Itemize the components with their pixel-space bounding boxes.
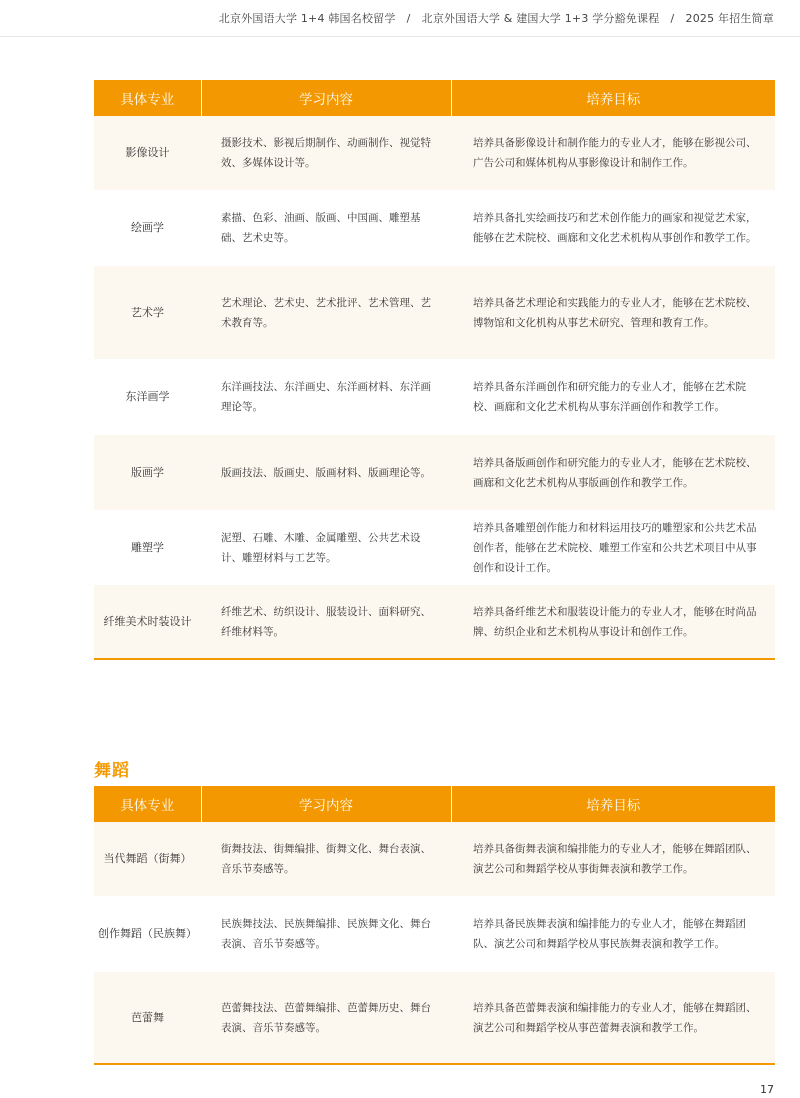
study-cell: 摄影技术、影视后期制作、动画制作、视觉特效、多媒体设计等。	[201, 116, 451, 190]
goal-cell: 培养具备芭蕾舞表演和编排能力的专业人才，能够在舞蹈团、演艺公司和舞蹈学校从事芭蕾舞表演和教学工作。	[451, 972, 775, 1064]
study-cell: 街舞技法、街舞编排、街舞文化、舞台表演、音乐节奏感等。	[201, 822, 451, 896]
table-row	[94, 896, 775, 972]
goal-cell: 培养具备影像设计和制作能力的专业人才，能够在影视公司、广告公司和媒体机构从事影像设计和制作工作。	[451, 116, 775, 190]
goal-cell: 培养具备民族舞表演和编排能力的专业人才，能够在舞蹈团队、演艺公司和舞蹈学校从事民族舞表演和教学工作。	[451, 896, 775, 972]
study-cell: 芭蕾舞技法、芭蕾舞编排、芭蕾舞历史、舞台表演、音乐节奏感等。	[201, 972, 451, 1064]
goal-cell: 培养具备雕塑创作能力和材料运用技巧的雕塑家和公共艺术品创作者，能够在艺术院校、雕塑工作室和公共艺术项目中从事创作和设计工作。	[451, 510, 775, 585]
column-header-major: 具体专业	[94, 786, 201, 822]
major-cell: 当代舞蹈（街舞）	[94, 822, 201, 896]
column-header-major: 具体专业	[94, 80, 201, 116]
table-row	[94, 435, 775, 510]
table-header-row	[94, 786, 775, 822]
major-cell: 芭蕾舞	[94, 972, 201, 1064]
major-cell: 影像设计	[94, 116, 201, 190]
column-header-study: 学习内容	[201, 80, 451, 116]
study-cell: 素描、色彩、油画、版画、中国画、雕塑基础、艺术史等。	[201, 190, 451, 266]
study-cell: 泥塑、石雕、木雕、金属雕塑、公共艺术设计、雕塑材料与工艺等。	[201, 510, 451, 585]
study-cell: 艺术理论、艺术史、艺术批评、艺术管理、艺术教育等。	[201, 266, 451, 359]
major-cell: 雕塑学	[94, 510, 201, 585]
goal-cell: 培养具备版画创作和研究能力的专业人才，能够在艺术院校、画廊和文化艺术机构从事版画创作和教学工作。	[451, 435, 775, 510]
goal-cell: 培养具备艺术理论和实践能力的专业人才，能够在艺术院校、博物馆和文化机构从事艺术研究、管理和教育工作。	[451, 266, 775, 359]
column-header-goal: 培养目标	[451, 80, 775, 116]
table-row	[94, 266, 775, 359]
art-majors-table	[94, 80, 775, 660]
goal-cell: 培养具备东洋画创作和研究能力的专业人才，能够在艺术院校、画廊和文化艺术机构从事东洋画创作和教学工作。	[451, 359, 775, 435]
major-cell: 艺术学	[94, 266, 201, 359]
major-cell: 创作舞蹈（民族舞）	[94, 896, 201, 972]
column-header-study: 学习内容	[201, 786, 451, 822]
study-cell: 民族舞技法、民族舞编排、民族舞文化、舞台表演、音乐节奏感等。	[201, 896, 451, 972]
goal-cell: 培养具备扎实绘画技巧和艺术创作能力的画家和视觉艺术家，能够在艺术院校、画廊和文化艺术机构从事创作和教学工作。	[451, 190, 775, 266]
table-row	[94, 822, 775, 896]
major-cell: 纤维美术时装设计	[94, 585, 201, 659]
table-row	[94, 510, 775, 585]
study-cell: 版画技法、版画史、版画材料、版画理论等。	[201, 435, 451, 510]
section-title-dance: 舞蹈	[94, 761, 130, 781]
dance-majors-table	[94, 786, 775, 1065]
table-row	[94, 116, 775, 190]
page-header	[0, 0, 800, 37]
page-number: 17	[760, 1083, 774, 1096]
major-cell: 绘画学	[94, 190, 201, 266]
major-cell: 版画学	[94, 435, 201, 510]
column-header-goal: 培养目标	[451, 786, 775, 822]
header-breadcrumb: 北京外国语大学 1+4 韩国名校留学 / 北京外国语大学 & 建国大学 1+3 学分豁免课程 / 2025 年招生简章	[218, 12, 774, 25]
goal-cell: 培养具备街舞表演和编排能力的专业人才，能够在舞蹈团队、演艺公司和舞蹈学校从事街舞表演和教学工作。	[451, 822, 775, 896]
goal-cell: 培养具备纤维艺术和服装设计能力的专业人才，能够在时尚品牌、纺织企业和艺术机构从事设计和创作工作。	[451, 585, 775, 659]
study-cell: 纤维艺术、纺织设计、服装设计、面料研究、纤维材料等。	[201, 585, 451, 659]
table-row	[94, 359, 775, 435]
table-row	[94, 190, 775, 266]
table-row	[94, 972, 775, 1064]
major-cell: 东洋画学	[94, 359, 201, 435]
table-row	[94, 585, 775, 659]
study-cell: 东洋画技法、东洋画史、东洋画材料、东洋画理论等。	[201, 359, 451, 435]
table-header-row	[94, 80, 775, 116]
